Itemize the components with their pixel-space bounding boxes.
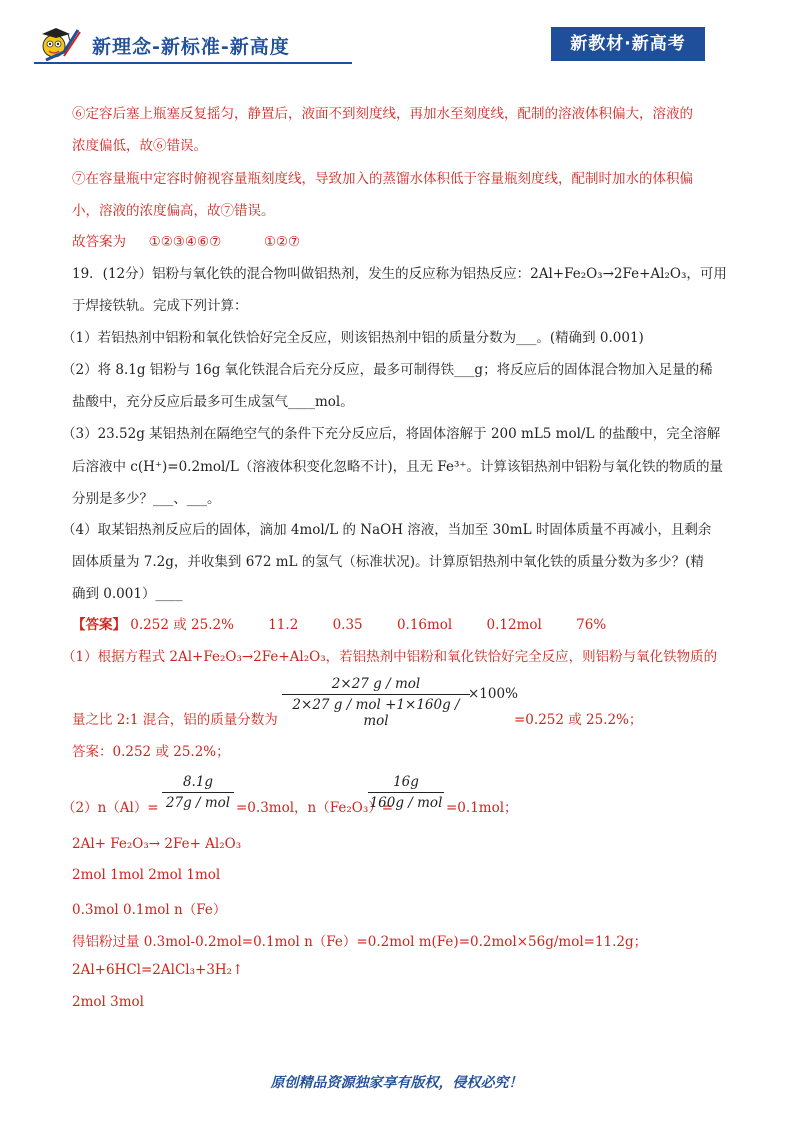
prev-answer-label: 故答案为: [72, 234, 126, 250]
para-7-line-1: ⑦在容量瓶中定容时俯视容量瓶刻度线，导致加入的蒸馏水体积低于容量瓶刻度线，配制时加水的体积偏: [72, 171, 693, 187]
prev-answer-2: ①②⑦: [263, 234, 301, 250]
solution-1-line-1: （1）根据方程式 2Al+Fe₂O₃→2Fe+Al₂O₃，若铝热剂中铝粉和氧化铁恰好完全反应，则铝粉与氧化铁物质的: [62, 649, 718, 665]
equation-line: 2mol 1mol 2mol 1mol: [72, 867, 221, 883]
answer-value: 76%: [576, 617, 607, 633]
answer-value: 0.252 或 25.2%: [130, 617, 234, 633]
fraction-numerator: 16g: [368, 774, 444, 793]
fraction-denominator: 27g / mol: [165, 795, 231, 811]
equation-line: 2Al+6HCl=2AlCl₃+3H₂↑: [72, 962, 244, 978]
q19-part-4-line-2: 固体质量为 7.2g，并收集到 672 mL 的氢气（标准状况)。计算原铝热剂中氧化铁的质量分数为多少？(精: [72, 554, 704, 570]
para-6-line-1: ⑥定容后塞上瓶塞反复摇匀，静置后，液面不到刻度线，再加水至刻度线，配制的溶液体积偏大，溶液的: [72, 106, 693, 122]
q19-part-3-line-3: 分别是多少？___、___。: [72, 491, 221, 507]
equation-line: 0.3mol 0.1mol n（Fe）: [72, 902, 227, 918]
answer-label: 【答案】: [72, 617, 126, 633]
q19-part-2-line-1: （2）将 8.1g 铝粉与 16g 氧化铁混合后充分反应，最多可制得铁___g；将反应后的固体混合物加入足量的稀: [62, 362, 713, 378]
footer-copyright: 原创精品资源独家享有版权，侵权必究！: [270, 1075, 523, 1091]
q19-line-2: 于焊接铁轨。完成下列计算：: [72, 298, 248, 314]
fraction-denominator: 2×27 g / mol +1×160g / mol: [292, 697, 460, 729]
mascot-logo-icon: [34, 22, 82, 64]
q19-part-1: （1）若铝热剂中铝粉和氧化铁恰好完全反应，则该铝热剂中铝的质量分数为___。(精确到 0.001): [62, 330, 644, 346]
prev-answer: [72, 230, 300, 250]
solution-2-fraction-al: [162, 774, 234, 811]
solution-2-prefix: （2）n（Al）=: [62, 800, 159, 816]
answer-row: [72, 613, 606, 633]
fraction-numerator: 2×27 g / mol: [282, 676, 470, 695]
equation-line: 2Al+ Fe₂O₃→ 2Fe+ Al₂O₃: [72, 836, 242, 852]
solution-1-result: =0.252 或 25.2%；: [514, 712, 643, 728]
solution-1-answer: 答案：0.252 或 25.2%；: [72, 744, 230, 760]
q19-part-4-line-1: （4）取某铝热剂反应后的固体，滴加 4mol/L 的 NaOH 溶液，当加至 30mL 时固体质量不再减小，且剩余: [62, 522, 712, 538]
solution-1-line-2: 量之比 2:1 混合，铝的质量分数为: [72, 712, 278, 728]
equation-line: 得铝粉过量 0.3mol-0.2mol=0.1mol n（Fe）=0.2mol m(Fe)=0.2mol×56g/mol=11.2g；: [72, 934, 648, 950]
fraction-denominator: 160g / mol: [369, 795, 443, 811]
q19-line-1: 19．(12分）铝粉与氧化铁的混合物叫做铝热剂，发生的反应称为铝热反应：2Al+Fe₂O₃→2Fe+Al₂O₃，可用: [72, 266, 727, 282]
header-badge: 新教材·新高考: [551, 27, 705, 61]
solution-2-mid: =0.3mol，n（Fe₂O₃）=: [236, 800, 394, 816]
q19-part-3-line-2: 后溶液中 c(H⁺)=0.2mol/L（溶液体积变化忽略不计)，且无 Fe³⁺。计算该铝热剂中铝粉与氧化铁的物质的量: [72, 459, 724, 475]
solution-2-end: =0.1mol；: [446, 800, 518, 816]
solution-1-fraction: [282, 676, 470, 729]
fraction-numerator: 8.1g: [162, 774, 234, 793]
q19-part-3-line-1: （3）23.52g 某铝热剂在隔绝空气的条件下充分反应后，将固体溶解于 200 mL5 mol/L 的盐酸中，完全溶解: [62, 426, 721, 442]
answer-value: 0.35: [332, 617, 363, 633]
q19-part-4-line-3: 确到 0.001）____: [72, 586, 183, 602]
equation-line: 2mol 3mol: [72, 994, 144, 1010]
prev-answer-1: ①②③④⑥⑦: [148, 234, 222, 250]
header-brand: [34, 22, 354, 64]
answer-value: 0.12mol: [486, 617, 542, 633]
q19-part-2-line-2: 盐酸中，充分反应后最多可生成氢气____mol。: [72, 394, 354, 410]
para-7-line-2: 小，溶液的浓度偏高，故⑦错误。: [72, 203, 275, 219]
para-6-line-2: 浓度偏低，故⑥错误。: [72, 138, 207, 154]
header-slogan: 新理念-新标准-新高度: [92, 36, 290, 58]
fraction-tail: ×100%: [468, 686, 518, 702]
header-divider: [34, 62, 352, 64]
answer-value: 0.16mol: [396, 617, 453, 633]
solution-2-fraction-fe2o3: [368, 774, 444, 811]
answer-value: 11.2: [268, 617, 299, 633]
